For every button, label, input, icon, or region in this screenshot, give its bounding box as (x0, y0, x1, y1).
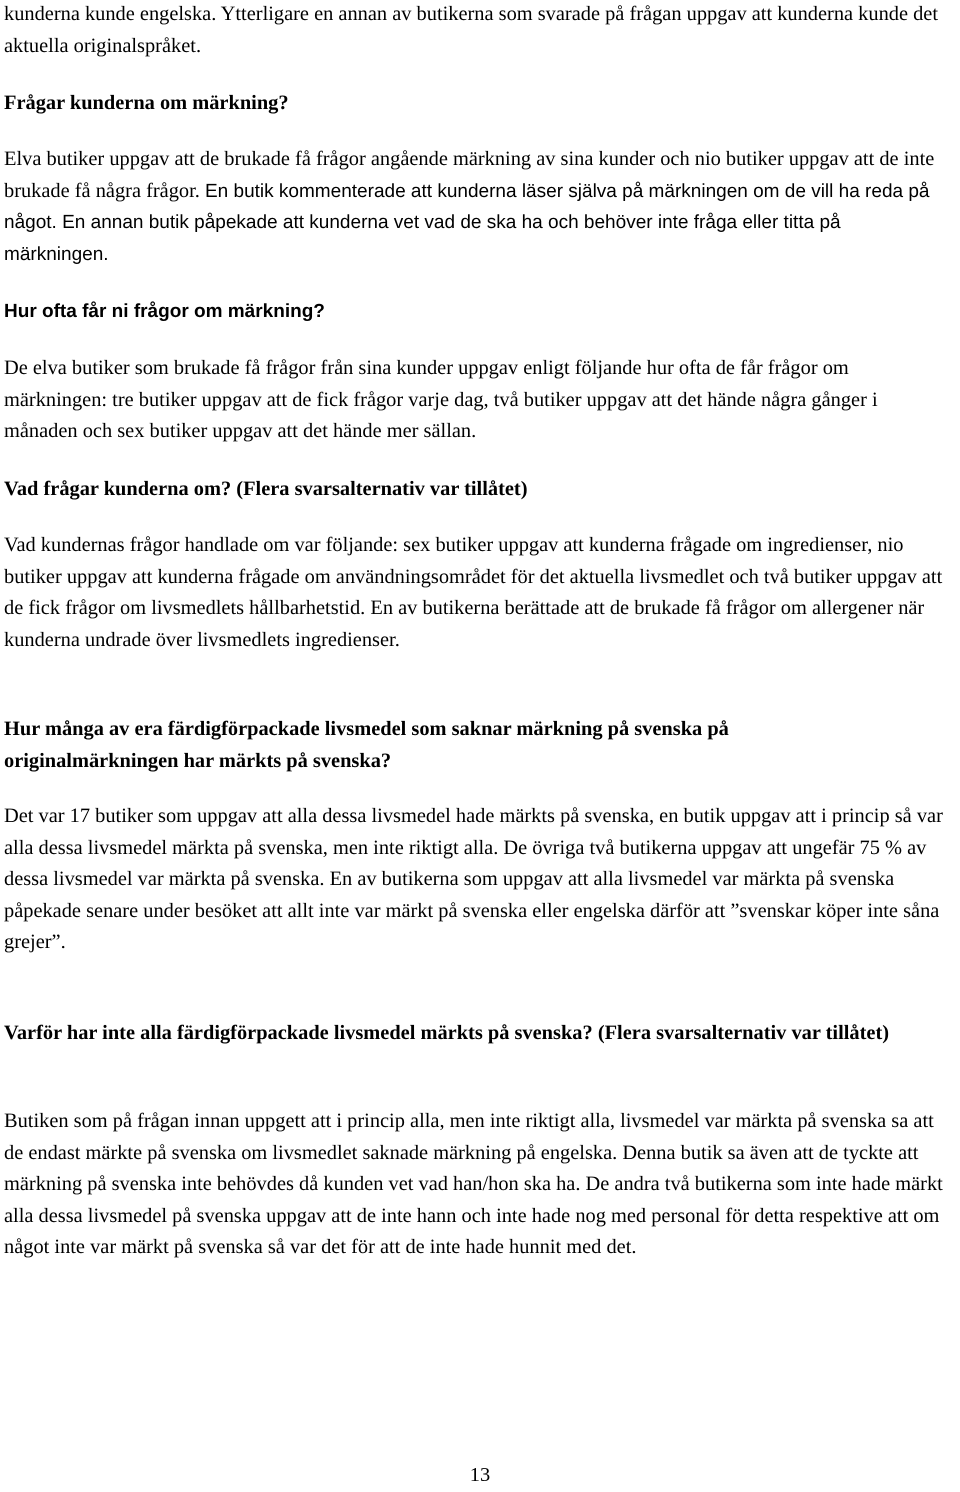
paragraph-why: Butiken som på frågan innan uppgett att i princip alla, men inte riktigt alla, livsmedel var märkta på svenska sa att de endast märkte på svenska om livsmedlet saknade märkning på engelska. Denna butik sa även att de tyckte att märkning på svenska inte behövdes då kunden vet vad han/hon ska ha. De andra två butikerna som inte hade märkt alla dessa livsmedel på svenska uppgav att de inte hann och inte hade nog med personal för detta respektive att om något inte var märkt på svenska så var det för att de inte hade hunnit med det. (4, 1110, 943, 1259)
paragraph-questions-b-text: En butik kommenterade att kunderna läser själva på märkningen om de vill ha reda på något. En annan butik påpekade att kunderna vet vad de ska ha och behöver inte fråga eller titta på märkningen. (4, 180, 930, 265)
paragraph-labelled: Det var 17 butiker som uppgav att alla dessa livsmedel hade märkts på svenska, en butik uppgav att i princip så var alla dessa livsmedel märkta på svenska, men inte riktigt alla. De övriga två butikerna uppgav att ungefär 75 % av dessa livsmedel var märkta på svenska. En av butikerna som uppgav att alla livsmedel var märkta på svenska påpekade senare under besöket att allt inte var märkt på svenska eller engelska därför att ”svenskar köper inte såna grejer”. (4, 805, 943, 954)
paragraph-questions-a-text: Elva butiker uppgav att de brukade få frågor angående märkning av sina kunder och nio butiker uppgav att de inte brukade få några frågor. (4, 148, 935, 202)
paragraph-questions-a (4, 144, 948, 270)
heading-labelled: Hur många av era färdigförpackade livsmedel som saknar märkning på svenska på originalmärkningen har märkts på svenska? (4, 718, 729, 772)
paragraph-topics: Vad kundernas frågor handlade om var följande: sex butiker uppgav att kunderna frågade om ingredienser, nio butiker uppgav att kunderna frågade om användningsområdet för det aktuella livsmedlet och två butiker uppgav att de fick frågor om livsmedlets hållbarhetstid. En av butikerna berättade att de brukade få frågor om allergener när kunderna undrade över livsmedlets ingredienser. (4, 534, 943, 651)
page-number: 13 (469, 1464, 491, 1486)
heading-why (4, 1018, 959, 1050)
paragraph-frequency: De elva butiker som brukade få frågor från sina kunder uppgav enligt följande hur ofta de får frågor om märkningen: tre butiker uppgav att de fick frågor varje dag, två butiker uppgav att det hände några gånger i månaden och sex butiker uppgav att det hände mer sällan. (4, 357, 878, 443)
heading-why-note: (Flera svarsalternativ var tillåtet) (597, 1022, 890, 1044)
intro-paragraph: kunderna kunde engelska. Ytterligare en annan av butikerna som svarade på frågan uppgav att kunderna kunde det aktuella originalspråket. (4, 3, 939, 57)
heading-frequency: Hur ofta får ni frågor om märkning? (4, 301, 325, 322)
heading-topics (4, 474, 944, 506)
heading-topics-note: (Flera svarsalternativ var tillåtet) (236, 478, 528, 500)
heading-questions: Frågar kunderna om märkning? (4, 92, 289, 114)
heading-topics-text: Vad frågar kunderna om? (4, 478, 232, 500)
heading-why-text: Varför har inte alla färdigförpackade livsmedel märkts på svenska? (4, 1022, 593, 1044)
